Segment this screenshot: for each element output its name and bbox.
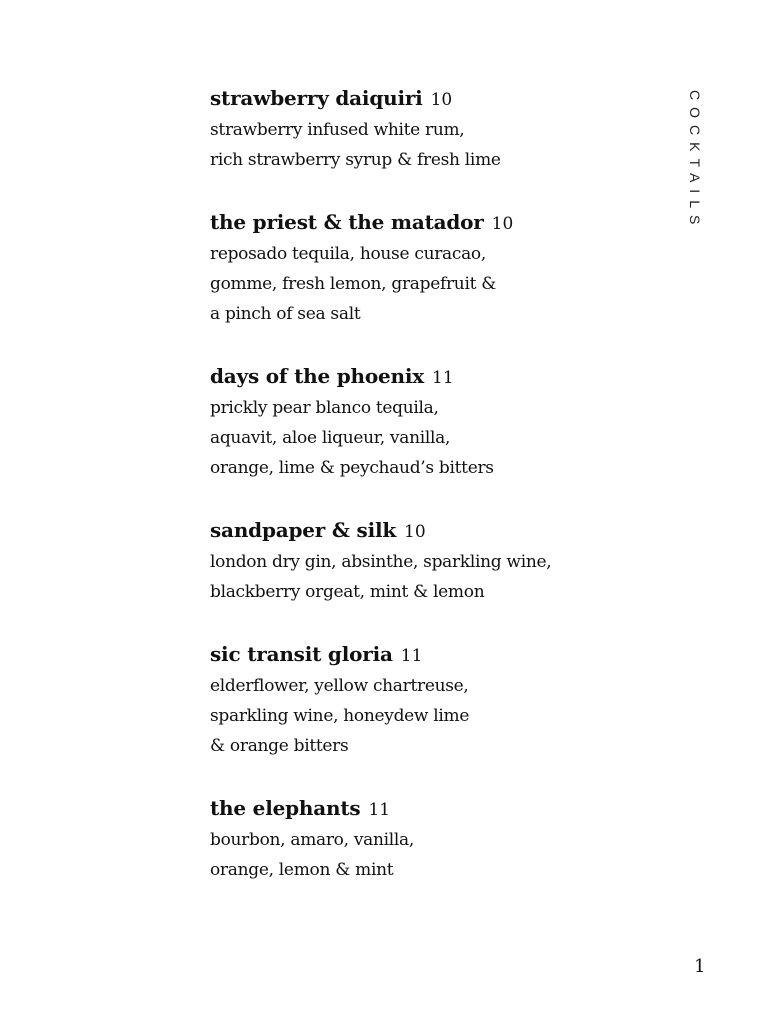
- menu-item-price: 11: [400, 646, 423, 666]
- description-line: a pinch of sea salt: [210, 304, 361, 324]
- menu-item-price: 11: [368, 800, 391, 820]
- menu-item-price: 10: [404, 522, 426, 542]
- menu-item-days-of-the-phoenix: [210, 360, 650, 483]
- cocktail-menu: [210, 82, 650, 916]
- menu-item-price: 10: [430, 90, 453, 110]
- menu-item-price: 10: [491, 214, 514, 234]
- description-line: orange, lime & peychaud’s bitters: [210, 458, 494, 478]
- menu-item-description: [210, 239, 650, 329]
- description-line: strawberry infused white rum,: [210, 120, 465, 140]
- description-line: elderflower, yellow chartreuse,: [210, 676, 469, 696]
- menu-item-name: sic transit gloria: [210, 642, 393, 666]
- description-line: prickly pear blanco tequila,: [210, 398, 439, 418]
- menu-item-price: 11: [432, 368, 454, 388]
- menu-item-name: sandpaper & silk: [210, 518, 397, 542]
- menu-item-description: [210, 115, 650, 175]
- menu-item-name: strawberry daiquiri: [210, 86, 423, 110]
- menu-item-sic-transit-gloria: [210, 638, 650, 761]
- menu-item-description: [210, 825, 650, 885]
- page-number: 1: [694, 956, 706, 977]
- description-line: london dry gin, absinthe, sparkling wine,: [210, 552, 552, 572]
- description-line: gomme, fresh lemon, grapefruit &: [210, 274, 497, 294]
- menu-item-the-priest-and-the-matador: [210, 206, 650, 329]
- description-line: aquavit, aloe liqueur, vanilla,: [210, 428, 451, 448]
- description-line: reposado tequila, house curacao,: [210, 244, 486, 264]
- menu-item-header: [210, 792, 650, 825]
- menu-item-header: [210, 514, 650, 547]
- menu-item-description: [210, 671, 650, 761]
- description-line: orange, lemon & mint: [210, 860, 394, 880]
- menu-item-header: [210, 360, 650, 393]
- menu-item-header: [210, 206, 650, 239]
- menu-item-the-elephants: [210, 792, 650, 885]
- description-line: rich strawberry syrup & fresh lime: [210, 150, 501, 170]
- menu-item-description: [210, 547, 650, 607]
- menu-item-header: [210, 82, 650, 115]
- menu-item-strawberry-daiquiri: [210, 82, 650, 175]
- menu-item-sandpaper-and-silk: [210, 514, 650, 607]
- description-line: blackberry orgeat, mint & lemon: [210, 582, 485, 602]
- description-line: sparkling wine, honeydew lime: [210, 706, 470, 726]
- menu-item-header: [210, 638, 650, 671]
- description-line: bourbon, amaro, vanilla,: [210, 830, 414, 850]
- menu-item-name: the elephants: [210, 796, 361, 820]
- description-line: & orange bitters: [210, 736, 349, 756]
- menu-item-name: the priest & the matador: [210, 210, 484, 234]
- menu-item-description: [210, 393, 650, 483]
- menu-item-name: days of the phoenix: [210, 364, 425, 388]
- section-label: COCKTAILS: [687, 90, 703, 232]
